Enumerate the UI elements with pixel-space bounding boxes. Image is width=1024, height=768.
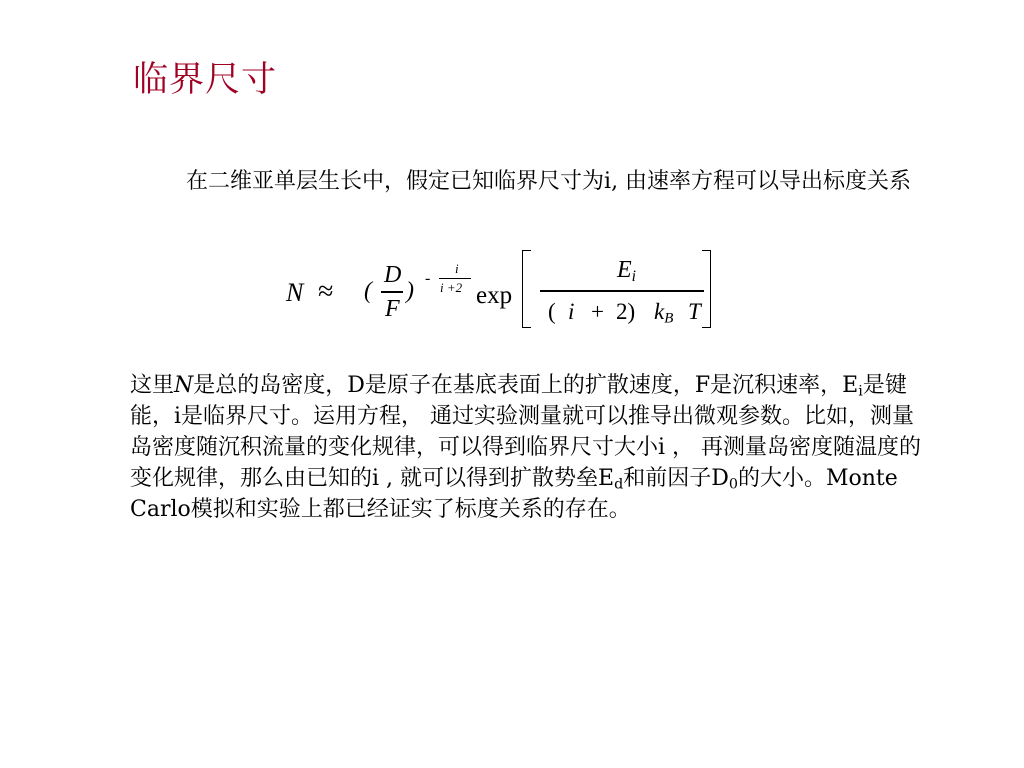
eq-den-i: i — [568, 299, 575, 324]
expl-Ed-sub: d — [614, 476, 624, 493]
expl-text-5: 的大小。Monte Carlo模拟和实验上都已经证实了标度关系的存在。 — [130, 466, 898, 522]
eq-exp-bar — [439, 278, 471, 279]
eq-exp-minus: - — [425, 270, 431, 287]
eq-right-bracket — [702, 250, 711, 328]
intro-critical-size-symbol: i — [604, 169, 612, 194]
intro-paragraph — [130, 166, 930, 197]
eq-inner-bar — [540, 290, 704, 292]
eq-exp-num: i — [455, 261, 459, 276]
eq-Ei-E: E — [617, 257, 632, 283]
intro-text-2: , 由速率方程可以导出标度关系 — [611, 169, 912, 194]
eq-approx: ≈ — [318, 276, 334, 307]
eq-den-T: T — [688, 299, 701, 324]
eq-den-plus: + — [591, 299, 604, 324]
eq-lhs-N: N — [286, 278, 304, 307]
eq-den-open: ( — [548, 299, 556, 324]
eq-den-k: k — [654, 299, 665, 324]
eq-den-k-sub: B — [664, 310, 674, 327]
eq-frac-D: D — [384, 262, 402, 288]
expl-text-1: 这里 — [130, 373, 175, 398]
eq-exp-den: i +2 — [440, 280, 463, 295]
eq-exp-func: exp — [476, 282, 513, 309]
eq-den-kB — [654, 299, 673, 325]
expl-text-2: 是总的岛密度，D是原子在基底表面上的扩散速度，F是沉积速率，E — [193, 373, 859, 398]
slide-title: 临界尺寸 — [133, 60, 278, 100]
expl-text-3: 是键能，i是临界尺寸。运用方程， 通过实验测量就可以推导出微观参数。比如，测量岛密度随沉积流量的变化规律，可以得到临界尺寸大小i ， 再测量岛密度随温度的变化规律，那么由已知的i , 就可以得到扩散势垒E — [130, 373, 922, 491]
eq-paren-close: ) — [406, 278, 414, 304]
eq-frac-F: F — [385, 296, 400, 322]
eq-left-bracket — [522, 250, 531, 328]
eq-frac-bar — [381, 291, 403, 293]
eq-Ei-sub: i — [631, 267, 637, 285]
expl-N-symbol: N — [174, 373, 194, 398]
expl-Ei-sub: i — [858, 383, 863, 400]
eq-Ei — [617, 257, 636, 284]
intro-text-1: 在二维亚单层生长中，假定已知临界尺寸为 — [186, 169, 605, 194]
explanation-paragraph — [130, 370, 930, 525]
expl-text-4: 和前因子D — [623, 466, 729, 491]
eq-den-2: 2) — [616, 299, 636, 324]
scaling-equation — [282, 246, 722, 336]
expl-D0-sub: 0 — [728, 476, 738, 493]
eq-paren-open: ( — [364, 278, 372, 304]
